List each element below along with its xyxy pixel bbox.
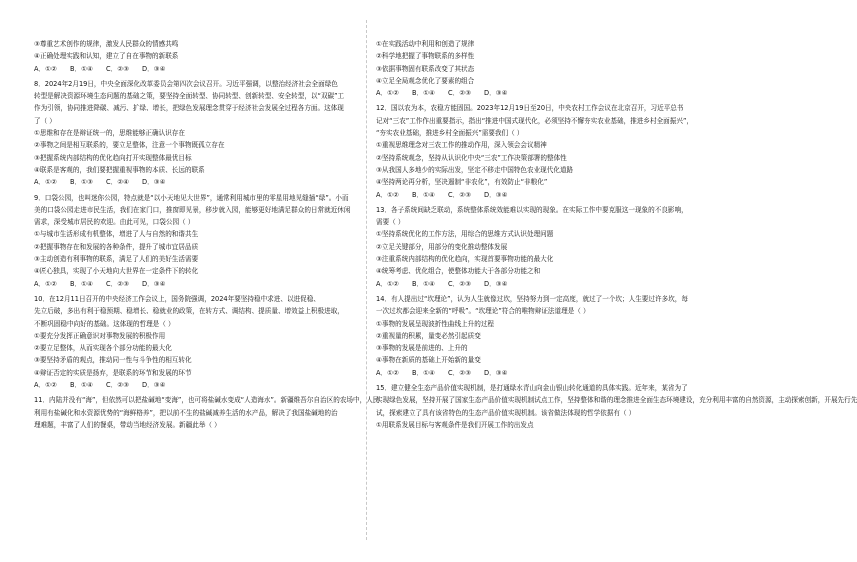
- q13-option-b: B．①④: [412, 279, 435, 288]
- left-column: [34, 38, 391, 431]
- q10-item-2: ②要立足整体，从而实现各个部分功能的最大化: [34, 344, 172, 353]
- q10-option-a: A．①②: [34, 381, 57, 390]
- q8-item-3: ③把握系统内部结构的优化趋向打开实现整体最优目标: [34, 153, 192, 162]
- q10-item-3: ③要坚持矛盾的观点，推动同一性与斗争性的相互转化: [34, 356, 192, 365]
- q15-stem-line: 试，探索建立了具有该省特色的生态产品价值实现机制。该省做法体现的哲学依据有（ ）: [376, 408, 636, 417]
- q11-stem-line: 利用有盐碱化和水资源优势的“海鲜格养”，把以前不生的盐碱减养生活的水产品，解决了我国盐碱地的治: [34, 408, 338, 417]
- question-12: [376, 102, 736, 200]
- q13-option-d: D．③④: [484, 279, 508, 288]
- q13-options: [376, 278, 736, 290]
- q14-options: [376, 367, 736, 379]
- q8-stem-line: 转型是解决资源环境生态问题的基础之策，要坚持全面转型、协同转型、创新转型、安全转型，以“双碳”工: [34, 92, 345, 101]
- q10-option-d: D．③④: [142, 381, 166, 390]
- q12-option-d: D．③④: [484, 190, 508, 199]
- q13-item-3: ③注重系统内部结构的优化趋向，实现首要事物功能的最大化: [376, 255, 554, 264]
- q8-item-4: ④联系是客观的，我们要把握重视事物的本质、长远的联系: [34, 165, 205, 174]
- q13-option-c: C．②③: [448, 279, 472, 288]
- q9-item-1: ①与城市生活形成有机整体，增进了人与自然的和谐共生: [34, 230, 199, 239]
- q7-option-b: B．①④: [70, 64, 93, 73]
- q9-option-a: A．①②: [34, 279, 57, 288]
- q12-item-1: ①重视思维理念对三农工作的推动作用，深入领会会议精神: [376, 141, 547, 150]
- q11-options: [376, 87, 736, 99]
- q10-stem-line: 10．在12月11日召开的中央经济工作会议上，国务院强调，2024年要坚持稳中求进、以进促稳、: [34, 294, 320, 303]
- q12-option-b: B．①④: [412, 190, 435, 199]
- q8-item-2: ②事物之间是相互联系的，要立足整体，注意一个事物既孤立存在: [34, 141, 225, 150]
- q10-stem-line: 不断巩固稳中向好的基础。这体现的哲理是（ ）: [34, 319, 175, 328]
- q7-options: [34, 63, 391, 75]
- q7-item-4: ④正确处理实践和认知，建立了自在事物的新联系: [34, 52, 179, 61]
- q12-option-a: A．①②: [376, 190, 399, 199]
- q7-option-c: C．②③: [106, 64, 130, 73]
- q8-option-b: B．①③: [70, 178, 93, 187]
- q12-stem-line: “夯实农业基础，推进乡村全面振兴”需要我们（ ）: [376, 129, 524, 138]
- q12-options: [376, 189, 736, 201]
- q13-item-1: ①坚持系统优化的工作方法，用综合的思维方式认识处理问题: [376, 230, 554, 239]
- q8-option-c: C．②④: [106, 178, 130, 187]
- q10-item-4: ④辩证否定的实质是扬弃，是联系的环节和发展的环节: [34, 368, 192, 377]
- q11-item-4: ④立足全局观念优化了要素的组合: [376, 76, 475, 85]
- q15-stem-line: 15．建立健全生态产品价值实现机制，是打通绿水青山向金山银山转化通道的具体实践。近年来，某省为了: [376, 384, 688, 393]
- q9-item-4: ④匠心独具，实现了小天地向大世界在一定条件下的转化: [34, 267, 199, 276]
- q11-option-b: B．①④: [412, 89, 435, 98]
- q11-stem-line: 11．内陆并没有“海”，但依然可以把盐碱地“变海”，也可将盐碱水变成“人造海水”。新疆维吾尔自治区的农场中，人民: [34, 396, 380, 405]
- q8-option-a: A．①②: [34, 178, 57, 187]
- q11-item-3: ③依据事物固有联系改变了其状态: [376, 64, 475, 73]
- q14-item-1: ①事物的发展呈现波折性曲线上升的过程: [376, 319, 495, 328]
- q9-stem-line: 美的口袋公园走进市民生活，我们在家门口，推窗即见景，移步就入园，能够更好地满足群众的日常就近休闲: [34, 205, 351, 214]
- q13-stem-line: 13．各子系统间缺乏联动，系统整体系统效能难以实现的现象。在实际工作中要克服这一现象的不良影响，: [376, 205, 688, 214]
- q12-option-c: C．②③: [448, 190, 472, 199]
- right-column: [376, 38, 857, 431]
- q14-stem-line: 14．有人提出过“坎理论”，认为人生就像过坎，坚持努力到一定高度，就过了一个坎；人生要过许多坎，每: [376, 294, 688, 303]
- q12-item-4: ④坚持两论再分析，坚决遏制“非农化”，有效防止“非粮化”: [376, 178, 548, 187]
- q8-item-1: ①思维和存在是辩证统一的，思维能够正确认识存在: [34, 129, 185, 138]
- q13-item-2: ②立足关键部分，用部分的变化推动整体发展: [376, 242, 508, 251]
- q13-option-a: A．①②: [376, 279, 399, 288]
- q11-item-1: ①在实践活动中利用和创造了规律: [376, 40, 475, 48]
- q9-item-2: ②把握事物存在和发展的各种条件，提升了城市宜居品质: [34, 242, 199, 251]
- q8-stem-line: 了（ ）: [34, 116, 56, 125]
- q9-stem-line: 需求，深受城市居民的欢迎。由此可见，口袋公园（ ）: [34, 218, 195, 227]
- question-8: [34, 78, 391, 189]
- question-11: [34, 394, 391, 431]
- q10-option-c: C．②③: [106, 381, 130, 390]
- question-10: [34, 293, 391, 391]
- q10-options: [34, 379, 391, 391]
- q14-item-2: ②重视量的积累，量变必然引起质变: [376, 331, 481, 340]
- q12-item-2: ②坚持系统观念，坚持从认识化中央“三农”工作决策部署的整体性: [376, 153, 567, 162]
- q14-item-3: ③事物的发展是前进的、上升的: [376, 344, 468, 353]
- q8-stem-line: 作为引领，协同推进降碳、减污、扩绿、增长，把绿色发展理念贯穿于经济社会发展全过程各方面。这体现: [34, 104, 344, 113]
- q9-option-b: B．①④: [70, 279, 93, 288]
- q9-option-c: C．②③: [106, 279, 130, 288]
- question-15: [376, 382, 857, 431]
- q14-option-c: C．②③: [448, 368, 472, 377]
- q8-option-d: D．③④: [142, 178, 166, 187]
- q11-option-d: D．③④: [484, 89, 508, 98]
- q12-stem-line: 记对“三农”工作作出重要指示，指出“推进中国式现代化，必须坚持不懈夯实农业基础，推进乡村全面振兴”，: [376, 116, 693, 125]
- q9-item-3: ③主动创造有利事物的联系，满足了人们的美好生活需要: [34, 255, 199, 264]
- q13-item-4: ④统筹考虑、优化组合，使整体功能大于各部分功能之和: [376, 267, 541, 276]
- q14-option-d: D．③④: [484, 368, 508, 377]
- q8-stem-line: 8．2024年2月19日，中央全面深化改革委员会第四次会议召开。习近平强调，以整治经济社会全面绿色: [34, 79, 338, 88]
- q11-stem-line: 理难题，丰富了人们的餐桌，带动当地经济发展。新疆此举（ ）: [34, 420, 221, 429]
- q14-stem-line: 一次过坎都会迎来全新的“呼吸”。“坎理论”符合的唯物辩证法道理是（ ）: [376, 307, 590, 316]
- q9-stem-line: 9．口袋公园，也叫迷你公园，特点就是“以小天地见大世界”，通常利用城市里的零星用地见缝插“绿”。小而: [34, 193, 349, 202]
- q7-option-d: D．③④: [142, 64, 166, 73]
- q7-item-3: ③尊重艺术创作的规律，激发人民群众的情感共鸣: [34, 40, 179, 48]
- q10-stem-line: 先立后破，多出有利于稳预期、稳增长、稳就业的政策，在转方式、调结构、提质量、增效益上积极进取，: [34, 307, 344, 316]
- q11-item-2: ②科学地把握了事物联系的多样性: [376, 52, 475, 61]
- q7-option-a: A．①②: [34, 64, 57, 73]
- q9-option-d: D．③④: [142, 279, 166, 288]
- q13-stem-line: 需要（ ）: [376, 218, 405, 227]
- q9-options: [34, 278, 391, 290]
- question-9: [34, 192, 391, 290]
- q14-option-b: B．①④: [412, 368, 435, 377]
- q12-stem-line: 12．国以农为本，农稳方能固国。2023年12月19日至20日，中央农村工作会议在北京召开，习近平总书: [376, 104, 684, 113]
- q14-option-a: A．①②: [376, 368, 399, 377]
- question-13: [376, 204, 736, 290]
- q15-item-1: ①用联系发展目标与客观条件是我们开展工作的出发点: [376, 420, 534, 429]
- q10-option-b: B．①④: [70, 381, 93, 390]
- q11-option-a: A．①②: [376, 89, 399, 98]
- q11-option-c: C．②③: [448, 89, 472, 98]
- q12-item-3: ③从我国人多地少的实际出发，坚定不移走中国特色农业现代化道路: [376, 165, 574, 174]
- question-14: [376, 293, 736, 379]
- q10-item-1: ①要充分发挥正确意识对事物发展的积极作用: [34, 331, 166, 340]
- q15-stem-line: 实现绿色发展，坚持开展了国家生态产品价值实现机制试点工作，坚持整体和谐的理念推进全面生态环境建设，充分利用丰富的自然资源，主动探索创新，开展先行先: [376, 396, 857, 405]
- q14-item-4: ④事物在新质的基础上开始新的量变: [376, 356, 481, 365]
- q8-options: [34, 176, 391, 188]
